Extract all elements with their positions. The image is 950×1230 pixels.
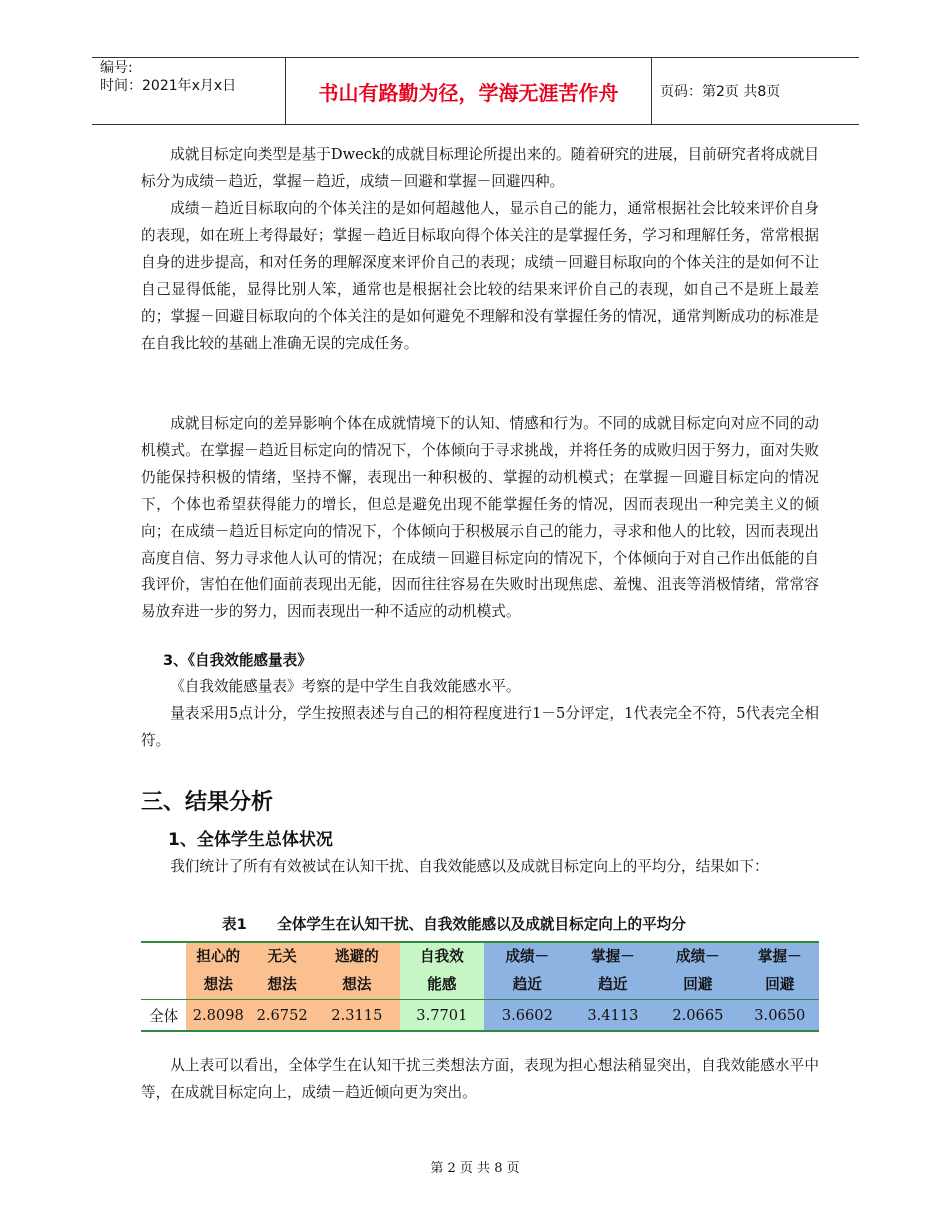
- header-cell: 掌握－: [571, 942, 655, 971]
- table-cell: 3.0650: [741, 1000, 819, 1032]
- paragraph-6: 我们统计了所有有效被试在认知干扰、自我效能感以及成就目标定向上的平均分，结果如下：: [170, 858, 769, 875]
- subsection-title: 1、全体学生总体状况: [168, 830, 333, 850]
- header-cell: 成绩－: [655, 942, 741, 971]
- header-number-label: 编号:: [100, 60, 133, 76]
- header-cell: 能感: [400, 971, 484, 1000]
- header-cell: 成绩－: [484, 942, 571, 971]
- header-page-info: 页码：第2页 共8页: [660, 84, 781, 100]
- paragraph-2: 成绩－趋近目标取向的个体关注的是如何超越他人，显示自己的能力，通常根据社会比较来评价自身的表现，如在班上考得最好；掌握－趋近目标取向得个体关注的是掌握任务，学习和理解任务，常常根据自身的进步提高，和对任务的理解深度来评价自己的表现；成绩－回避目标取向的个体关注的是如何不让自己显得低能，显得比别人笨，通常也是根据社会比较的结果来评价自己的表现，如自己不是班上最差的；掌握－回避目标取向的个体关注的是如何避免不理解和没有掌握任务的情况，通常判断成功的标准是在自我比较的基础上准确无误的完成任务。: [141, 200, 819, 352]
- header-left-cell: [92, 58, 285, 124]
- paragraph-4: 《自我效能感量表》考察的是中学生自我效能感水平。: [170, 678, 521, 695]
- paragraph-5: 量表采用5点计分，学生按照表述与自己的相符程度进行1－5分评定，1代表完全不符，5代表完全相符。: [141, 705, 819, 749]
- table-header-row-2: [141, 971, 819, 1000]
- paragraph-3: 成就目标定向的差异影响个体在成就情境下的认知、情感和行为。不同的成就目标定向对应不同的动机模式。在掌握－趋近目标定向的情况下，个体倾向于寻求挑战，并将任务的成败归因于努力，面对失败仍能保持积极的情绪，坚持不懈，表现出一种积极的、掌握的动机模式；在掌握－回避目标定向的情况下，个体也希望获得能力的增长，但总是避免出现不能掌握任务的情况，因而表现出一种完美主义的倾向；在成绩－趋近目标定向的情况下，个体倾向于积极展示自己的能力，寻求和他人的比较，因而表现出高度自信、努力寻求他人认可的情况；在成绩－回避目标定向的情况下，个体倾向于对自己作出低能的自我评价，害怕在他们面前表现出无能，因而往往容易在失败时出现焦虑、羞愧、沮丧等消极情绪，常常容易放弃进一步的努力，因而表现出一种不适应的动机模式。: [141, 415, 819, 621]
- page-footer: 第 2 页 共 8 页: [430, 1161, 520, 1176]
- table-cell: 2.8098: [186, 1000, 250, 1032]
- header-motto: 书山有路勤为径，学海无涯苦作舟: [285, 58, 652, 124]
- scale-heading: 3、《自我效能感量表》: [163, 652, 312, 669]
- header-cell: 想法: [186, 971, 250, 1000]
- header-time-label: 时间：2021年x月x日: [100, 78, 237, 94]
- header-cell: 想法: [250, 971, 314, 1000]
- section-title: 三、结果分析: [141, 790, 274, 815]
- table-cell: 2.3115: [314, 1000, 400, 1032]
- header-cell: 掌握－: [741, 942, 819, 971]
- header-cell: 自我效: [400, 942, 484, 971]
- header-cell-blank: [141, 942, 186, 971]
- header-cell: 担心的: [186, 942, 250, 971]
- table-cell: 3.7701: [400, 1000, 484, 1032]
- header-cell: 趋近: [484, 971, 571, 1000]
- row-label: 全体: [141, 1000, 186, 1032]
- header-cell: 回避: [655, 971, 741, 1000]
- paragraph-7: 从上表可以看出，全体学生在认知干扰三类想法方面，表现为担心想法稍显突出，自我效能感水平中等，在成就目标定向上，成绩－趋近倾向更为突出。: [141, 1057, 819, 1101]
- paragraph-1: 成就目标定向类型是基于Dweck的成就目标理论所提出来的。随着研究的进展，目前研究者将成就目标分为成绩－趋近，掌握－趋近，成绩－回避和掌握－回避四种。: [141, 146, 819, 190]
- table-cell: 2.0665: [655, 1000, 741, 1032]
- header-cell: 趋近: [571, 971, 655, 1000]
- page-header: [92, 57, 859, 125]
- table-cell: 3.4113: [571, 1000, 655, 1032]
- header-cell: 逃避的: [314, 942, 400, 971]
- header-cell: 回避: [741, 971, 819, 1000]
- table-cell: 2.6752: [250, 1000, 314, 1032]
- header-cell-blank: [141, 971, 186, 1000]
- results-table: [141, 941, 819, 1032]
- table-header-row-1: [141, 942, 819, 971]
- header-cell: 无关: [250, 942, 314, 971]
- table-caption: 表1 全体学生在认知干扰、自我效能感以及成就目标定向上的平均分: [222, 916, 686, 933]
- table-row: [141, 1000, 819, 1032]
- header-cell: 想法: [314, 971, 400, 1000]
- table-cell: 3.6602: [484, 1000, 571, 1032]
